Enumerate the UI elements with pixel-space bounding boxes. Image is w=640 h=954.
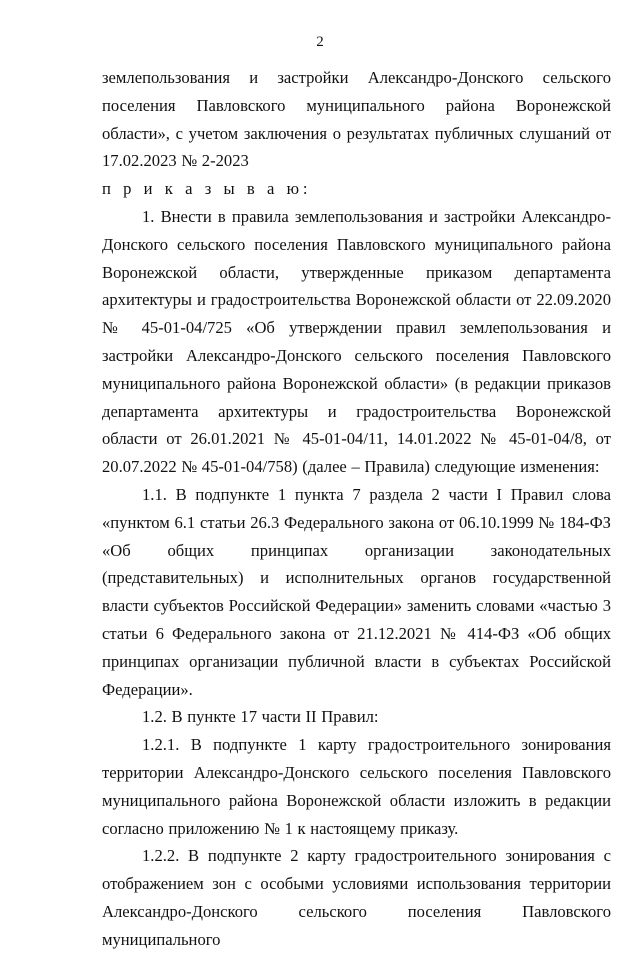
paragraph-order-word: п р и к а з ы в а ю: bbox=[102, 179, 312, 199]
paragraph-intro-continuation: землепользования и застройки Александро-Донского сельского поселения Павловского муниципального района Воронежской области», с учетом заключения о результатах публичных слушаний от 17.02.2023 № 2-2023 bbox=[102, 68, 611, 171]
paragraph-item-1: 1. Внести в правила землепользования и застройки Александро-Донского сельского поселения Павловского муниципального района Воронежской области, утвержденные приказом департамента архитектуры и градостроительства Воронежской области от 22.09.2020 № 45-01-04/725 «Об утверждении правил землепользования и застройки Александро-Донского сельского поселения Павловского муниципального района Воронежской области» (в редакции приказов департамента архитектуры и градостроительства Воронежской области от 26.01.2021 № 45-01-04/11, 14.01.2022 № 45-01-04/8, от 20.07.2022 № 45-01-04/758) (далее – Правила) следующие изменения: bbox=[102, 206, 611, 477]
paragraph-item-1-2: 1.2. В пункте 17 части II Правил: bbox=[142, 707, 379, 727]
paragraph-item-1-2-2: 1.2.2. В подпункте 2 карту градостроительного зонирования с отображением зон с особыми условиями использования территории Александро-Донского сельского поселения Павловского муниципального bbox=[102, 846, 611, 949]
page-number: 2 bbox=[316, 34, 324, 50]
document-body bbox=[102, 64, 611, 954]
paragraph-item-1-1: 1.1. В подпункте 1 пункта 7 раздела 2 части I Правил слова «пунктом 6.1 статьи 26.3 Федерального закона от 06.10.1999 № 184-ФЗ «Об общих принципах организации законодательных (представительных) и исполнительных органов государственной власти субъектов Российской Федерации» заменить словами «частью 3 статьи 6 Федерального закона от 21.12.2021 № 414-ФЗ «Об общих принципах организации публичной власти в субъектах Российской Федерации». bbox=[102, 484, 611, 699]
paragraph-item-1-2-1: 1.2.1. В подпункте 1 карту градостроительного зонирования территории Александро-Донского сельского поселения Павловского муниципального района Воронежской области изложить в редакции согласно приложению № 1 к настоящему приказу. bbox=[102, 735, 611, 838]
